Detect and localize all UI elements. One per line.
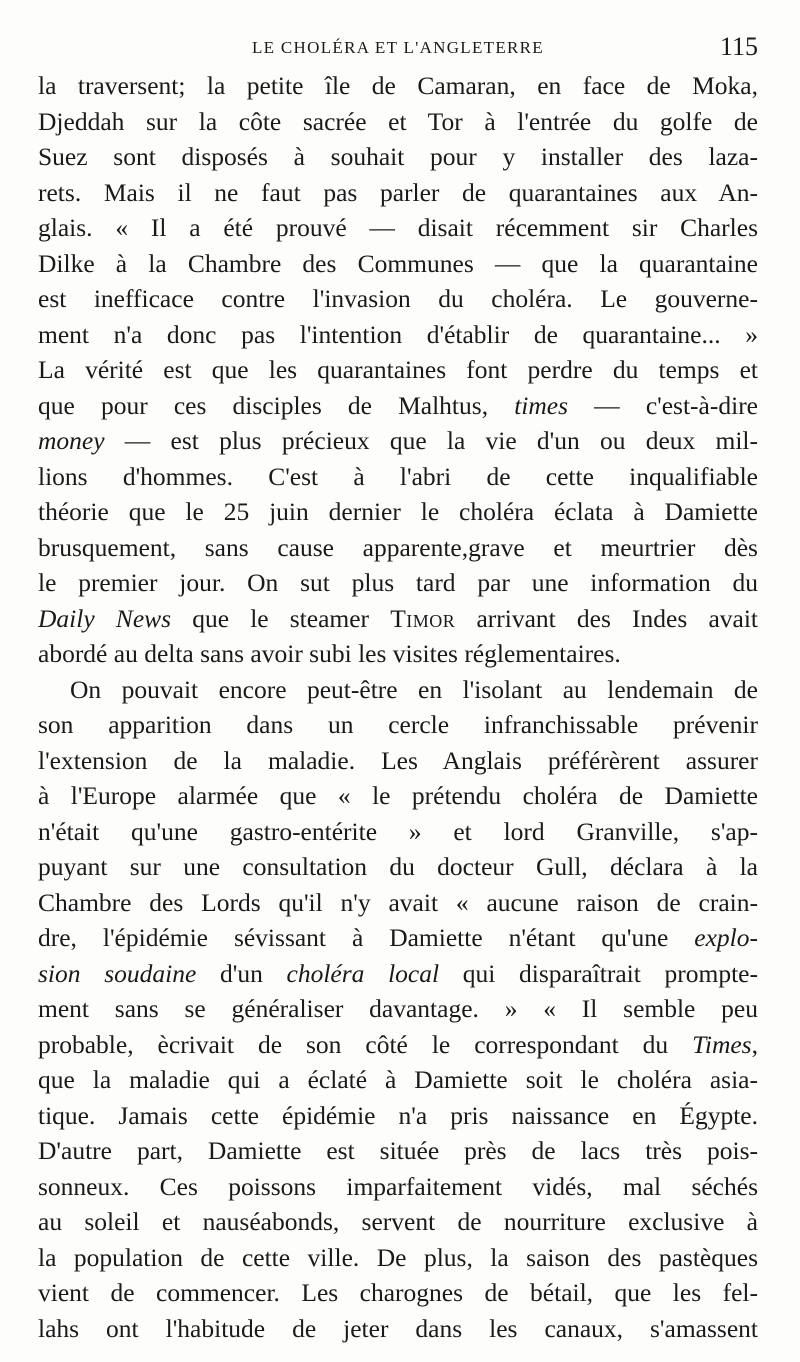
italic-run: Daily News (38, 603, 172, 633)
text-line: ment sans se généraliser davantage. » « Il semble peu (38, 994, 758, 1023)
text-line: puyant sur une consultation du docteur Gull, déclara à la (38, 852, 758, 881)
text-line: Chambre des Lords qu'il n'y avait « aucune raison de crain- (38, 887, 758, 917)
text-line: La vérité est que les quarantaines font perdre du temps et (38, 355, 758, 384)
italic-run: choléra local (286, 958, 440, 988)
text-line: lahs ont l'habitude de jeter dans les canaux, s'amassent (38, 1313, 758, 1343)
text-line: vient de commencer. Les charognes de bétail, que les fel- (38, 1278, 758, 1307)
text-line: que la maladie qui a éclaté à Damiette soit le choléra asia- (38, 1065, 758, 1094)
italic-run: explo- (694, 923, 758, 952)
text-line: sonneux. Ces poissons imparfaitement vidés, mal séchés (38, 1171, 758, 1201)
small-caps-run: Timor (390, 603, 456, 633)
text-line: théorie que le 25 juin dernier le choléra éclata à Damiette (38, 497, 758, 526)
body-text (38, 68, 758, 1346)
text-run: arrivant des Indes avait (455, 603, 758, 633)
text-line: l'extension de la maladie. Les Anglais préférèrent assurer (38, 745, 758, 775)
text-run: que pour ces disciples de Malhtus, (38, 390, 515, 420)
text-line (38, 423, 758, 459)
text-run: qui disparaîtrait prompte- (439, 958, 758, 988)
text-line: son apparition dans un cercle infranchissable prévenir (38, 710, 758, 739)
text-line: n'était qu'une gastro-entérite » et lord Granville, s'ap- (38, 816, 758, 846)
text-line: rets. Mais il ne faut pas parler de quarantaines aux An- (38, 177, 758, 207)
text-line: est inefficace contre l'invasion du choléra. Le gouverne- (38, 284, 758, 313)
text-line: la population de cette ville. De plus, la saison des pastèques (38, 1242, 758, 1272)
text-line: Suez sont disposés à souhait pour y installer des laza- (38, 142, 758, 171)
italic-run: sion soudaine (38, 958, 197, 988)
text-line: au soleil et nauséabonds, servent de nourriture exclusive à (38, 1207, 758, 1236)
page-header (38, 34, 758, 64)
text-line (38, 1027, 758, 1063)
text-line: abordé au delta sans avoir subi les visites réglementaires. (38, 639, 621, 668)
text-run: d'un (196, 958, 287, 988)
text-line: à l'Europe alarmée que « le prétendu choléra de Damiette (38, 781, 758, 810)
italic-run: money (38, 426, 105, 455)
text-run: , (751, 1029, 758, 1059)
text-run: que le steamer (171, 603, 391, 633)
text-line: Dilke à la Chambre des Communes — que la quarantaine (38, 248, 758, 278)
text-line: lions d'hommes. C'est à l'abri de cette inqualifiable (38, 461, 758, 491)
text-line: la traversent; la petite île de Camaran, en face de Moka, (38, 71, 758, 100)
text-run: dre, l'épidémie sévissant à Damiette n'étant qu'une (38, 923, 695, 952)
text-line: brusquement, sans cause apparente,grave et meurtrier dès (38, 532, 758, 562)
italic-run: times (514, 390, 569, 420)
text-line: le premier jour. On sut plus tard par une information du (38, 568, 758, 597)
text-line: On pouvait encore peut-être en l'isolant au lendemain de (70, 674, 758, 704)
text-run: probable, ècrivait de son côté le correspondant du (38, 1029, 693, 1059)
text-line: glais. « Il a été prouvé — disait récemment sir Charles (38, 213, 758, 242)
text-line: ment n'a donc pas l'intention d'établir de quarantaine... » (38, 319, 758, 349)
text-line (38, 920, 758, 956)
text-run: — c'est-à-dire (568, 390, 758, 420)
italic-run: Times (692, 1029, 752, 1059)
text-line (38, 601, 758, 637)
running-head: LE CHOLÉRA ET L'ANGLETERRE (252, 38, 544, 57)
text-line: D'autre part, Damiette est située près de lacs très pois- (38, 1136, 758, 1165)
text-line: tique. Jamais cette épidémie n'a pris naissance en Égypte. (38, 1100, 758, 1130)
text-line (38, 956, 758, 992)
text-line: Djeddah sur la côte sacrée et Tor à l'entrée du golfe de (38, 106, 758, 136)
text-run: — est plus précieux que la vie d'un ou deux mil- (104, 426, 758, 455)
text-line (38, 388, 758, 424)
page-number: 115 (719, 32, 758, 61)
